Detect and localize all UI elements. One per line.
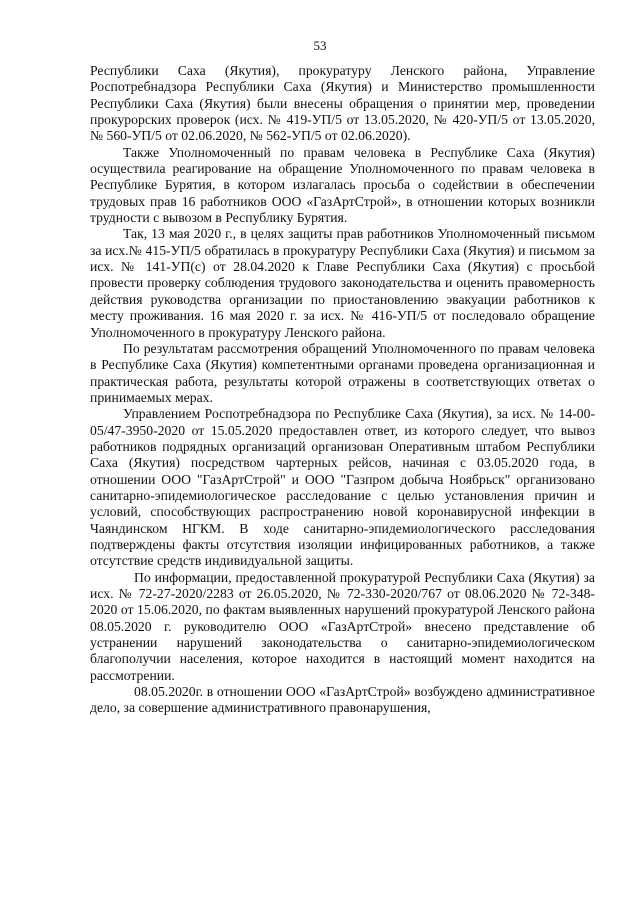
- paragraph-4: По результатам рассмотрения обращений Уполномоченного по правам человека в Республике Саха (Якутия) компетентными органами проведена организационная и практическая работа, результаты которой отражены в соответствующих ответах о принимаемых мерах.: [90, 340, 595, 405]
- page-number: 53: [313, 38, 327, 53]
- paragraph-2: Также Уполномоченный по правам человека в Республике Саха (Якутия) осуществила реагирование на обращение Уполномоченного по правам человека в Республике Бурятия, в котором излагалась просьба о содействии в обеспечении трудовых прав 16 работников ООО «ГазАртСтрой», в отношении которых возникли трудности с вывозом в Республику Бурятия.: [90, 144, 595, 226]
- paragraph-5: Управлением Роспотребнадзора по Республике Саха (Якутия), за исх. № 14-00-05/47-3950-2020 от 15.05.2020 предоставлен ответ, из которого следует, что вывоз работников подрядных организаций организован Оперативным штабом Республики Саха (Якутия) посредством чартерных рейсов, начиная с 03.05.2020 года, в отношении ООО "ГазАртСтрой" и ООО "Газпром добыча Ноябрьск" организовано санитарно-эпидемиологическое расследование с целью установления причин и условий, способствующих распространению новой коронавирусной инфекции в Чаяндинском НГКМ. В ходе санитарно-эпидемиологического расследования подтверждены факты отсутствия изоляции инфицированных работников, а также отсутствие средств индивидуальной защиты.: [90, 406, 595, 569]
- paragraph-1: Республики Саха (Якутия), прокуратуру Ленского района, Управление Роспотребнадзора Республики Саха (Якутия) и Министерство промышленности Республики Саха (Якутия) были внесены обращения о принятии мер, проведении прокурорских проверок (исх. № 419-УП/5 от 13.05.2020, № 420-УП/5 от 13.05.2020, № 560-УП/5 от 02.06.2020, № 562-УП/5 от 02.06.2020).: [90, 63, 595, 144]
- paragraph-7: 08.05.2020г. в отношении ООО «ГазАртСтрой» возбуждено административное дело, за совершение административного правонарушения,: [90, 684, 595, 716]
- paragraph-6: По информации, предоставленной прокуратурой Республики Саха (Якутия) за исх. № 72-27-2020/2283 от 26.05.2020, № 72-330-2020/767 от 08.06.2020 № 72-348-2020 от 15.06.2020, по фактам выявленных нарушений прокуратурой Ленского района 08.05.2020 г. руководителю ООО «ГазАртСтрой» внесено представление об устранении нарушений законодательства о санитарно-эпидемиологическом благополучии населения, которое находится в настоящий момент находится на рассмотрении.: [90, 569, 595, 683]
- paragraph-3: Так, 13 мая 2020 г., в целях защиты прав работников Уполномоченный письмом за исх.№ 415-УП/5 обратилась в прокуратуру Республики Саха (Якутия) и письмом за исх. № 141-УП(с) от 28.04.2020 к Главе Республики Саха (Якутия) с просьбой провести проверку соблюдения трудового законодательства и оценить правомерность действия руководства организации по приостановлению эвакуации работников к месту проживания. 16 мая 2020 г. за исх. № 416-УП/5 от последовало обращение Уполномоченного в прокуратуру Ленского района.: [90, 226, 595, 340]
- body-text: [90, 63, 595, 717]
